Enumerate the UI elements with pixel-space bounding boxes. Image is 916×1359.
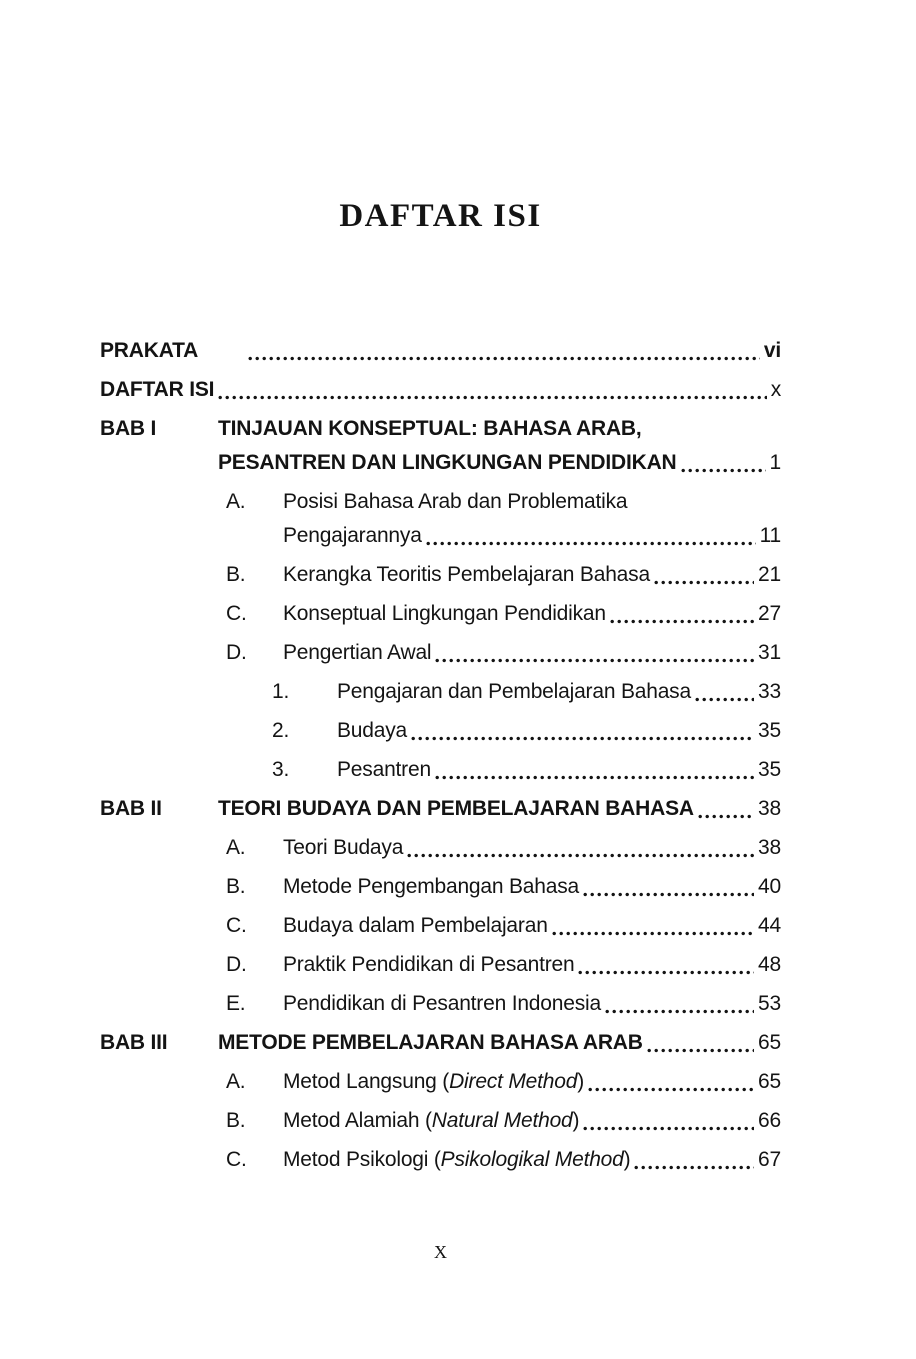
subentry-letter: C. [226, 1148, 247, 1171]
dot-leader [434, 753, 755, 787]
chapter-heading-row [100, 412, 781, 480]
chapter-title-line: PESANTREN DAN LINGKUNGAN PENDIDIKAN 1 [218, 446, 781, 480]
toc-subentry [218, 987, 781, 1021]
dot-leader [410, 714, 755, 748]
toc-entry-label: PRAKATA [100, 339, 199, 362]
chapter-title [218, 792, 781, 826]
toc-numbered-subentry [264, 675, 781, 709]
dot-leader [582, 1104, 755, 1138]
subentry-text: Pesantren [337, 758, 431, 781]
table-of-contents [100, 334, 781, 1182]
subentry-letter: A. [226, 836, 246, 859]
page-number: 53 [758, 992, 781, 1015]
toc-numbered-subentry [264, 714, 781, 748]
subentry-text: Pengajaran dan Pembelajaran Bahasa [337, 680, 691, 703]
toc-entry-label: DAFTAR ISI [100, 378, 215, 401]
dot-leader [694, 675, 755, 709]
dot-leader [217, 373, 767, 407]
subentry-text: Kerangka Teoritis Pembelajaran Bahasa [283, 563, 650, 586]
dot-leader [247, 334, 761, 368]
dot-leader [406, 831, 755, 865]
dot-leader [434, 636, 755, 670]
toc-chapter-bab-2 [100, 792, 781, 1021]
subentry-number: 3. [272, 758, 290, 781]
page-number: 40 [758, 875, 781, 898]
page-number: vi [763, 339, 781, 362]
toc-subentry [218, 1104, 781, 1138]
chapter-label: BAB II [100, 797, 162, 820]
toc-numbered-subentry [264, 753, 781, 787]
page-number: 48 [758, 953, 781, 976]
subentry-number: 1. [272, 680, 290, 703]
toc-chapter-bab-3 [100, 1026, 781, 1177]
dot-leader [425, 519, 757, 553]
dot-leader [577, 948, 755, 982]
toc-subentry [218, 909, 781, 943]
chapter-title-line: TINJAUAN KONSEPTUAL: BAHASA ARAB, [218, 417, 642, 440]
subentry-letter: A. [226, 490, 246, 513]
chapter-heading-row [100, 792, 781, 826]
toc-row-daftar-isi [100, 373, 781, 407]
page-number: 31 [758, 641, 781, 664]
subentry-text: Metod Langsung (Direct Method) [283, 1070, 585, 1093]
subentry-text: Konseptual Lingkungan Pendidikan [283, 602, 606, 625]
dot-leader [653, 558, 755, 592]
page-number: 44 [758, 914, 781, 937]
subentry-text: Teori Budaya [283, 836, 404, 859]
page-number: 38 [758, 836, 781, 859]
page-number: 1 [769, 451, 781, 474]
page-number: 38 [758, 797, 781, 820]
footer-page-number: X [434, 1242, 447, 1262]
subentry-letter: E. [226, 992, 246, 1015]
toc-subentry [218, 831, 781, 865]
page-number: 67 [758, 1148, 781, 1171]
dot-leader [633, 1143, 755, 1177]
page-number: 33 [758, 680, 781, 703]
subentry-text: Budaya dalam Pembelajaran [283, 914, 548, 937]
page-number: 66 [758, 1109, 781, 1132]
subentry-letter: B. [226, 1109, 246, 1132]
subentry-text: Metod Psikologi (Psikologikal Method) [283, 1148, 631, 1171]
chapter-title [218, 412, 781, 480]
subentry-text: Praktik Pendidikan di Pesantren [283, 953, 575, 976]
page-title: DAFTAR ISI [339, 198, 542, 234]
dot-leader [609, 597, 755, 631]
page-number: 35 [758, 758, 781, 781]
toc-row-prakata [100, 334, 781, 368]
subentry-letter: D. [226, 641, 247, 664]
subentry-text: Budaya [337, 719, 408, 742]
chapter-title-line: TEORI BUDAYA DAN PEMBELAJARAN BAHASA 38 [218, 792, 781, 826]
subentry-text: Metode Pengembangan Bahasa [283, 875, 580, 898]
page-number: 65 [758, 1070, 781, 1093]
dot-leader [551, 909, 755, 943]
toc-subentry [218, 558, 781, 592]
toc-subentry [218, 1143, 781, 1177]
subentry-text: Pengertian Awal [283, 641, 432, 664]
chapter-label: BAB III [100, 1031, 168, 1054]
toc-subentry [218, 1065, 781, 1099]
page-number: 65 [758, 1031, 781, 1054]
dot-leader [582, 870, 755, 904]
subentry-text: Pendidikan di Pesantren Indonesia [283, 992, 601, 1015]
chapter-title-line: METODE PEMBELAJARAN BAHASA ARAB 65 [218, 1026, 781, 1060]
subentry-number: 2. [272, 719, 290, 742]
toc-subentry [218, 597, 781, 631]
dot-leader [604, 987, 755, 1021]
dot-leader [697, 792, 755, 826]
page-number: 27 [758, 602, 781, 625]
page-number: 35 [758, 719, 781, 742]
toc-subentry [218, 485, 781, 553]
subentry-letter: B. [226, 875, 246, 898]
chapter-label: BAB I [100, 417, 157, 440]
page-number: 11 [759, 524, 781, 547]
page-number: x [770, 378, 781, 401]
page-number: 21 [758, 563, 781, 586]
dot-leader [680, 446, 767, 480]
subentry-letter: D. [226, 953, 247, 976]
toc-subentry [218, 948, 781, 982]
subentry-text: Metod Alamiah (Natural Method) [283, 1109, 580, 1132]
subentry-letter: A. [226, 1070, 246, 1093]
chapter-heading-row [100, 1026, 781, 1060]
subentry-text: Posisi Bahasa Arab dan Problematika Pengajarannya 11 [283, 485, 781, 553]
subentry-letter: C. [226, 602, 247, 625]
subentry-letter: B. [226, 563, 246, 586]
toc-subentry [218, 870, 781, 904]
dot-leader [646, 1026, 755, 1060]
toc-subentry [218, 636, 781, 670]
chapter-title [218, 1026, 781, 1060]
subentry-letter: C. [226, 914, 247, 937]
toc-chapter-bab-1 [100, 412, 781, 787]
dot-leader [587, 1065, 755, 1099]
